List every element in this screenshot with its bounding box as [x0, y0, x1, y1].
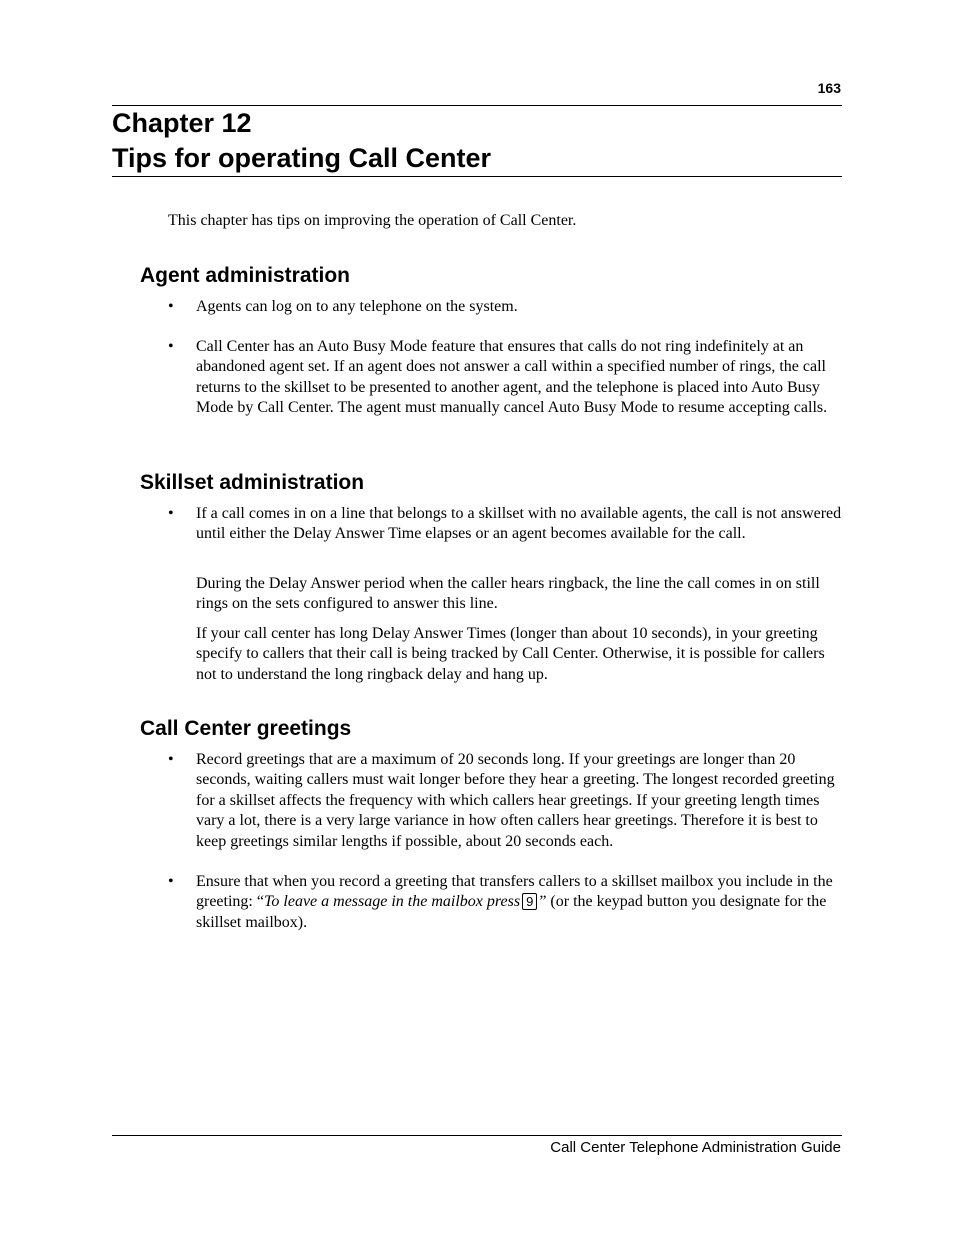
- bullet-marker: •: [168, 338, 174, 355]
- list-item: [168, 750, 842, 852]
- page-number: 163: [817, 80, 841, 96]
- keypad-key-icon: 9: [522, 893, 537, 910]
- section-heading-skillset-administration: Skillset administration: [140, 471, 365, 494]
- list-item: [168, 872, 842, 933]
- intro-paragraph: This chapter has tips on improving the operation of Call Center.: [168, 212, 577, 229]
- list-item: [168, 337, 842, 419]
- chapter-name: Tips for operating Call Center: [112, 143, 492, 173]
- footer-title: Call Center Telephone Administration Guide: [550, 1139, 841, 1156]
- list-item: [168, 504, 842, 545]
- bullet-marker: •: [168, 751, 174, 768]
- greeting-quote: To leave a message in the mailbox press: [263, 893, 521, 911]
- section-heading-call-center-greetings: Call Center greetings: [140, 717, 352, 740]
- chapter-rule-bottom: [112, 176, 842, 177]
- footer-rule: [112, 1135, 842, 1136]
- bullet-text: Record greetings that are a maximum of 20 seconds long. If your greetings are longer than 20 seconds, waiting callers must wait longer before they hear a greeting. The longest recorded greeting for a skillset affects the frequency with which callers hear greetings. If your greeting length times vary a lot, there is a very large variance in how often callers hear greetings. Therefore it is best to keep greetings similar lengths if possible, about 20 seconds each.: [196, 751, 835, 850]
- chapter-number: Chapter 12: [112, 108, 252, 138]
- chapter-title: [112, 106, 491, 176]
- paragraph: During the Delay Answer period when the caller hears ringback, the line the call comes in on still rings on the sets configured to answer this line.: [196, 575, 820, 613]
- section-heading-agent-administration: Agent administration: [140, 264, 351, 287]
- bullet-text-start: Ensure that when you record a greeting that transfers callers to a skillset mailbox you include in the greeting: “: [196, 873, 833, 911]
- bullet-text: If a call comes in on a line that belongs to a skillset with no available agents, the call is not answered until either the Delay Answer Time elapses or an agent becomes available for the call.: [196, 505, 842, 543]
- list-item: [168, 297, 842, 317]
- bullet-marker: •: [168, 505, 174, 522]
- bullet-text-end: ” (or the keypad button you designate for the skillset mailbox).: [196, 893, 827, 931]
- bullet-text: Agents can log on to any telephone on the system.: [196, 298, 518, 315]
- bullet-marker: •: [168, 873, 174, 890]
- bullet-text: Call Center has an Auto Busy Mode feature that ensures that calls do not ring indefinitely at an abandoned agent set. If an agent does not answer a call within a specified number of rings, the call returns to the skillset to be presented to another agent, and the telephone is placed into Auto Busy Mode by Call Center. The agent must manually cancel Auto Busy Mode to resume accepting calls.: [196, 338, 828, 417]
- bullet-marker: •: [168, 298, 174, 315]
- paragraph: If your call center has long Delay Answer Times (longer than about 10 seconds), in your greeting specify to callers that their call is being tracked by Call Center. Otherwise, it is possible for callers not to understand the long ringback delay and hang up.: [196, 625, 825, 683]
